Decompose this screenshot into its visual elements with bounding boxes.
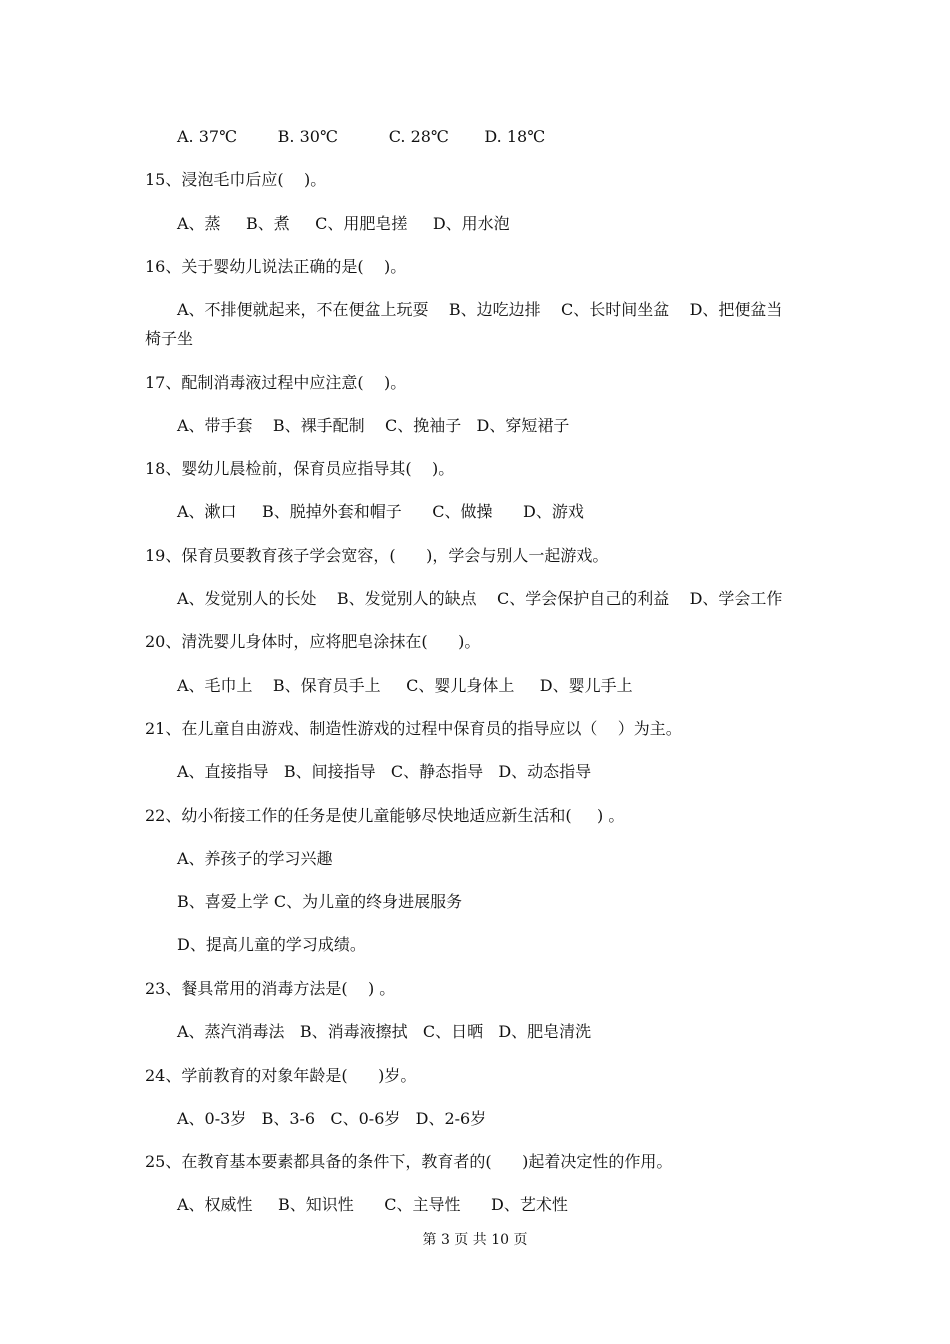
- q20-options: A、毛巾上 B、保育员手上 C、婴儿身体上 D、婴儿手上: [177, 676, 633, 695]
- q24-options: A、0-3岁 B、3-6 C、0-6岁 D、2-6岁: [177, 1109, 487, 1128]
- q23-question: 23、餐具常用的消毒方法是( ) 。: [145, 979, 396, 998]
- q19-options: A、发觉别人的长处 B、发觉别人的缺点 C、学会保护自己的利益 D、学会工作: [177, 589, 783, 608]
- q23-options: A、蒸汽消毒法 B、消毒液擦拭 C、日晒 D、肥皂清洗: [177, 1022, 592, 1041]
- q22-option-a: A、养孩子的学习兴趣: [177, 849, 333, 868]
- q19-question: 19、保育员要教育孩子学会宽容，( )，学会与别人一起游戏。: [145, 546, 609, 565]
- q17-question: 17、配制消毒液过程中应注意( )。: [145, 373, 407, 392]
- page-footer: 第 3 页 共 10 页: [422, 1232, 528, 1248]
- q20-question: 20、清洗婴儿身体时，应将肥皂涂抹在( )。: [145, 632, 481, 651]
- q17-options: A、带手套 B、裸手配制 C、挽袖子 D、穿短裙子: [177, 416, 570, 435]
- q15-options: A、蒸 B、煮 C、用肥皂搓 D、用水泡: [177, 214, 510, 233]
- q15-question: 15、浸泡毛巾后应( )。: [145, 170, 327, 189]
- q22-option-bc: B、喜爱上学 C、为儿童的终身进展服务: [177, 892, 463, 911]
- q25-options: A、权威性 B、知识性 C、主导性 D、艺术性: [177, 1195, 568, 1214]
- q16-question: 16、关于婴幼儿说法正确的是( )。: [145, 257, 407, 276]
- q18-question: 18、婴幼儿晨检前，保育员应指导其( )。: [145, 459, 455, 478]
- q22-option-d: D、提高儿童的学习成绩。: [177, 935, 366, 954]
- q21-options: A、直接指导 B、间接指导 C、静态指导 D、动态指导: [177, 762, 592, 781]
- q14-options: A. 37℃ B. 30℃ C. 28℃ D. 18℃: [177, 127, 546, 146]
- q24-question: 24、学前教育的对象年龄是( )岁。: [145, 1066, 417, 1085]
- q21-question: 21、在儿童自由游戏、制造性游戏的过程中保育员的指导应以（ ）为主。: [145, 719, 682, 738]
- q16-options: A、不排便就起来，不在便盆上玩耍 B、边吃边排 C、长时间坐盆 D、把便盆当: [177, 300, 783, 319]
- q18-options: A、漱口 B、脱掉外套和帽子 C、做操 D、游戏: [177, 502, 584, 521]
- q16-options-wrap: 椅子坐: [145, 329, 194, 348]
- q25-question: 25、在教育基本要素都具备的条件下，教育者的( )起着决定性的作用。: [145, 1152, 673, 1171]
- q22-question: 22、幼小衔接工作的任务是使儿童能够尽快地适应新生活和( ) 。: [145, 806, 625, 825]
